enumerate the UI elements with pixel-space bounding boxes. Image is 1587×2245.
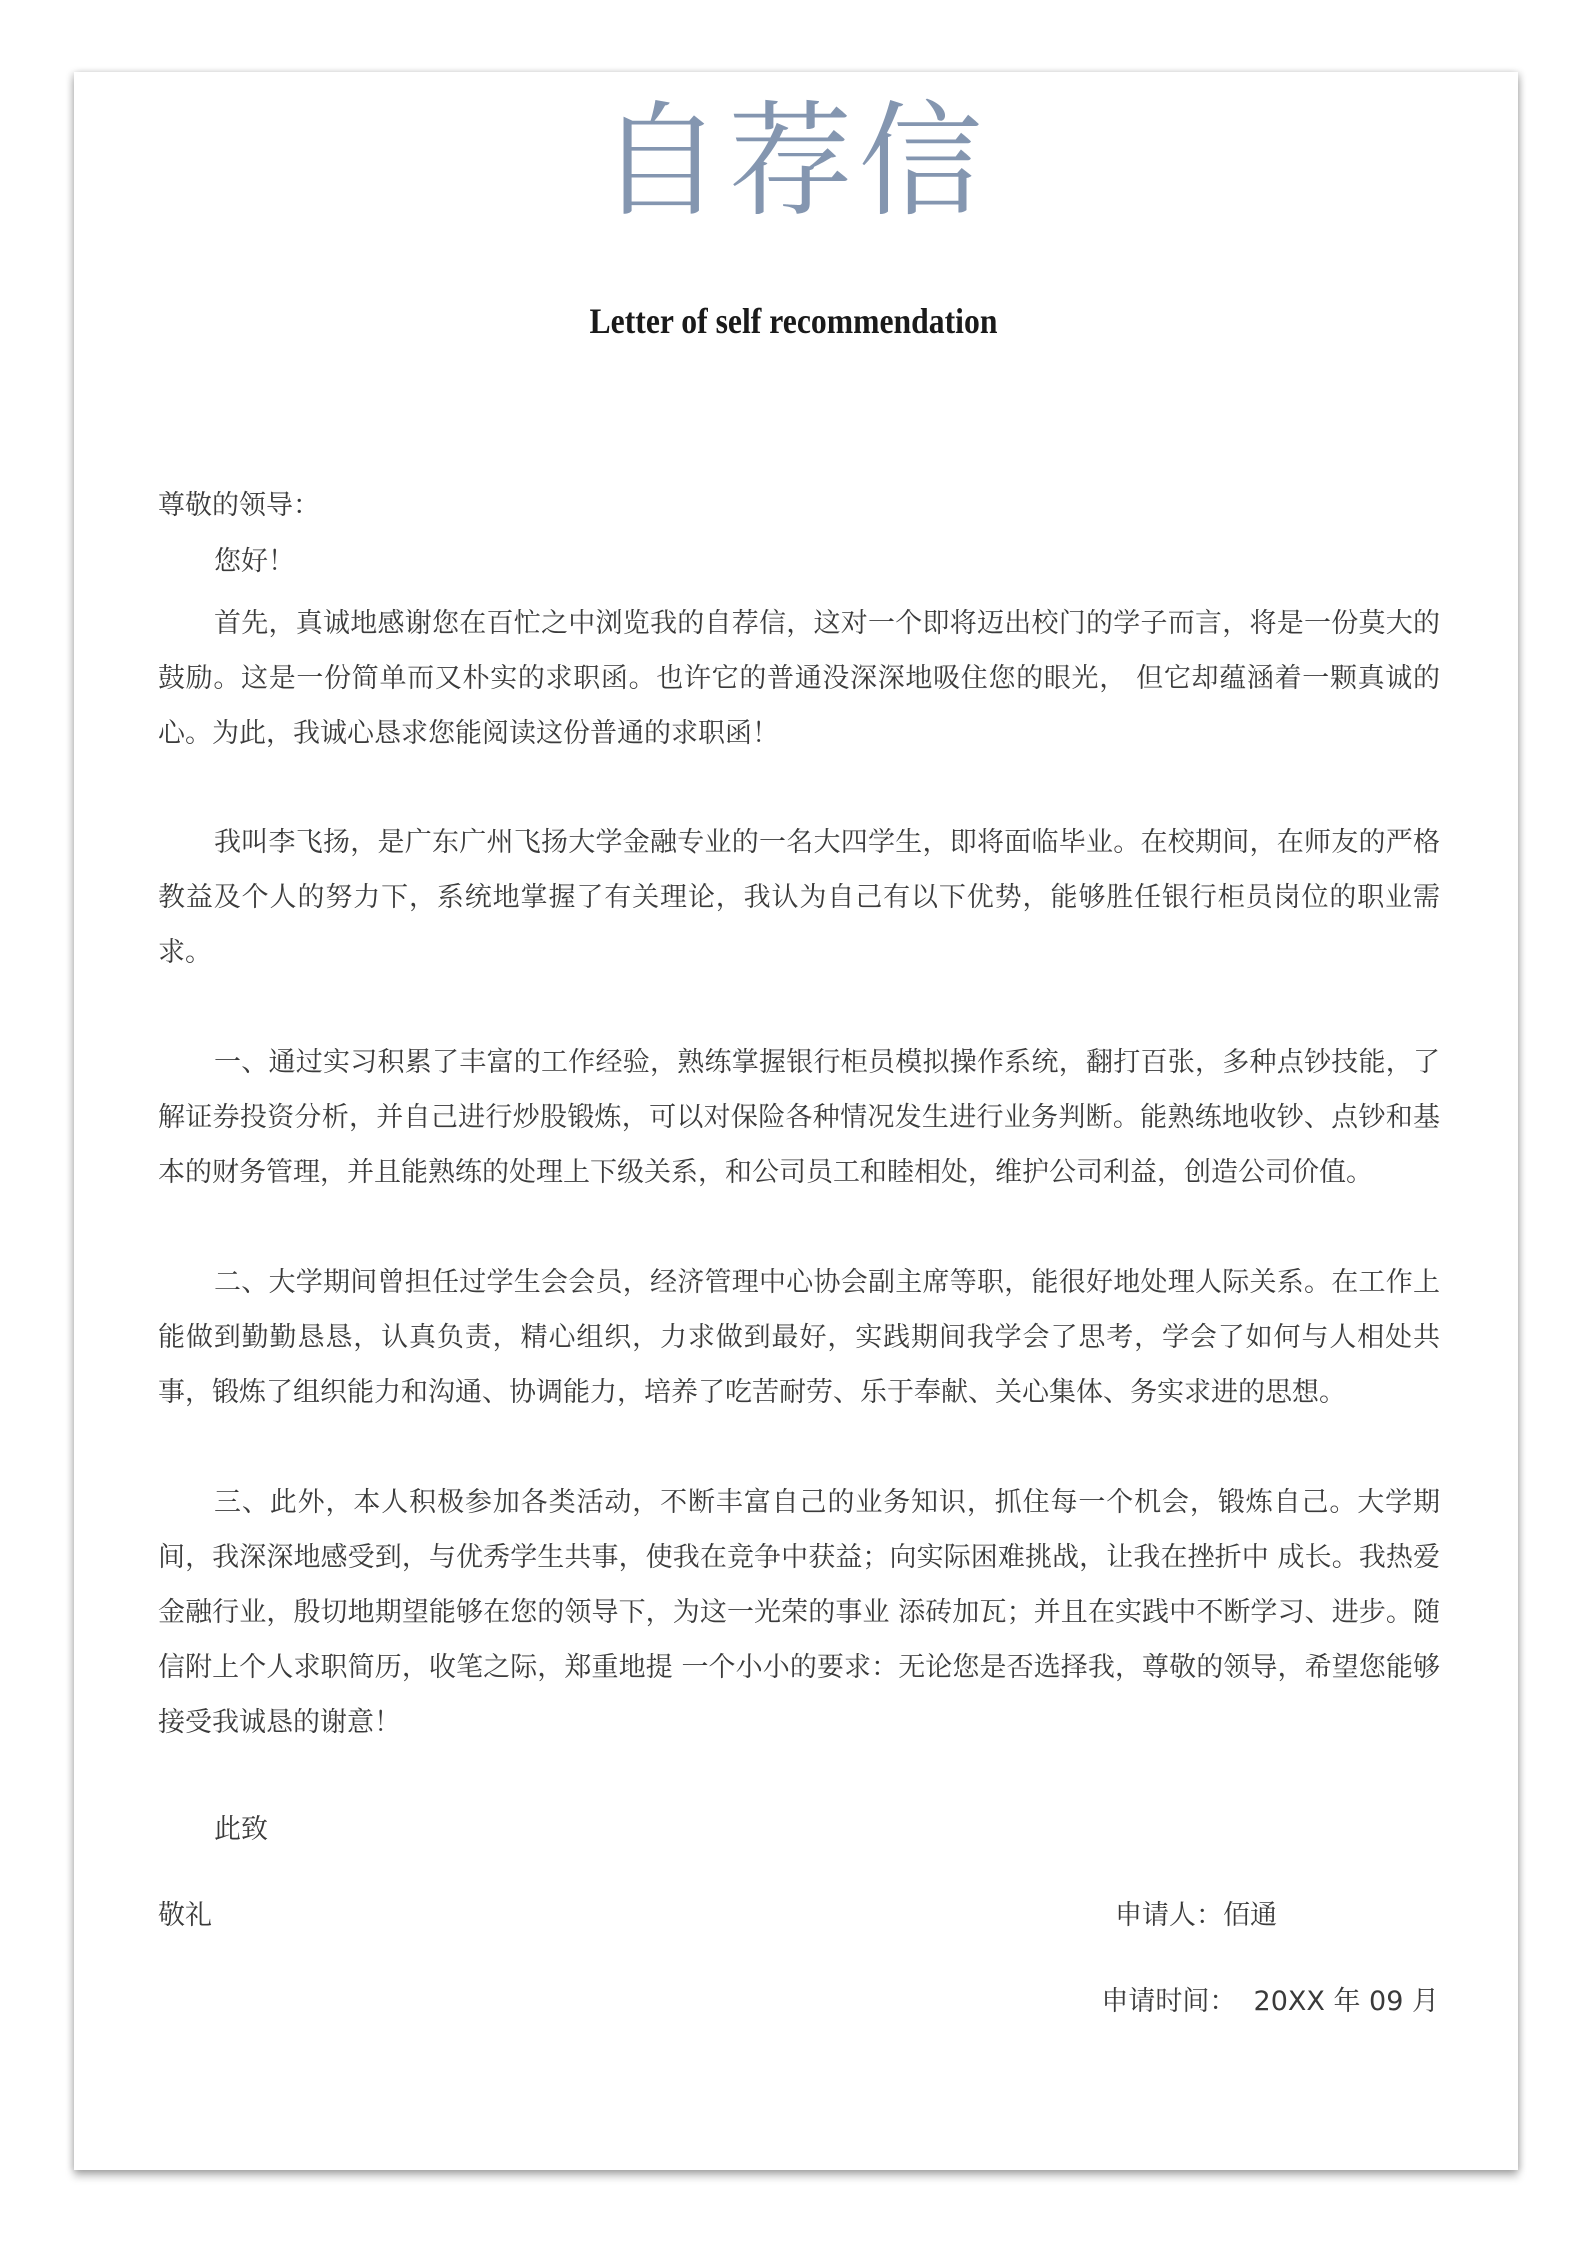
paragraph-text: 首先，真诚地感谢您在百忙之中浏览我的自荐信，这对一个即将迈出校门的学子而言，将是一份莫大的鼓励。这是一份简单而又朴实的求职函。也许它的普通没深深地吸住您的眼光， 但它却蕴涵着一颗真诚的心。为此，我诚心恳求您能阅读这份普通的求职函！ [158, 608, 1440, 749]
paragraph-text: 三、此外，本人积极参加各类活动，不断丰富自己的业务知识，抓住每一个机会，锻炼自己。大学期间，我深深地感受到，与优秀学生共事，使我在竞争中获益；向实际困难挑战，让我在挫折中 成长。我热爱金融行业，殷切地期望能够在您的领导下，为这一光荣的事业 添砖加瓦；并且在实践中不断学习、进步。随信附上个人求职简历，收笔之际，郑重地提 一个小小的要求：无论您是否选择我，尊敬的领导，希望您能够接受我诚恳的谢意！ [158, 1487, 1440, 1738]
paragraph-text: 二、大学期间曾担任过学生会会员，经济管理中心协会副主席等职，能很好地处理人际关系。在工作上能做到勤勤恳恳，认真负责，精心组织，力求做到最好，实践期间我学会了思考，学会了如何与人相处共事，锻炼了组织能力和沟通、协调能力，培养了吃苦耐劳、乐于奉献、关心集体、务实求进的思想。 [158, 1267, 1440, 1408]
paragraph-text: 一、通过实习积累了丰富的工作经验，熟练掌握银行柜员模拟操作系统，翻打百张，多种点钞技能，了解证券投资分析，并自己进行炒股锻炼，可以对保险各种情况发生进行业务判断。能熟练地收钞、点钞和基本的财务管理，并且能熟练的处理上下级关系，和公司员工和睦相处，维护公司利益，创造公司价值。 [158, 1047, 1440, 1188]
salutation: 尊敬的领导： [158, 490, 320, 521]
applicant-name: 申请人：佰通 [1115, 1900, 1277, 1931]
greeting: 您好！ [214, 546, 295, 577]
paragraph-advantage-1 [158, 1035, 1440, 1200]
paragraph-intro [158, 596, 1440, 761]
paragraph-self-intro [158, 815, 1440, 980]
paragraph-advantage-2 [158, 1255, 1440, 1420]
paragraph-advantage-3 [158, 1475, 1440, 1750]
letter-subtitle: Letter of self recommendation [589, 301, 998, 341]
closing-phrase: 此致 [214, 1814, 268, 1845]
paragraph-text: 我叫李飞扬，是广东广州飞扬大学金融专业的一名大四学生，即将面临毕业。在校期间，在师友的严格 教益及个人的努力下，系统地掌握了有关理论，我认为自己有以下优势，能够胜任银行柜员岗位的职业需求。 [158, 827, 1440, 968]
letter-title: 自荐信 [598, 90, 989, 234]
application-date: 申请时间： 20XX 年 09 月 [1101, 1986, 1439, 2017]
regards-phrase: 敬礼 [158, 1900, 212, 1931]
